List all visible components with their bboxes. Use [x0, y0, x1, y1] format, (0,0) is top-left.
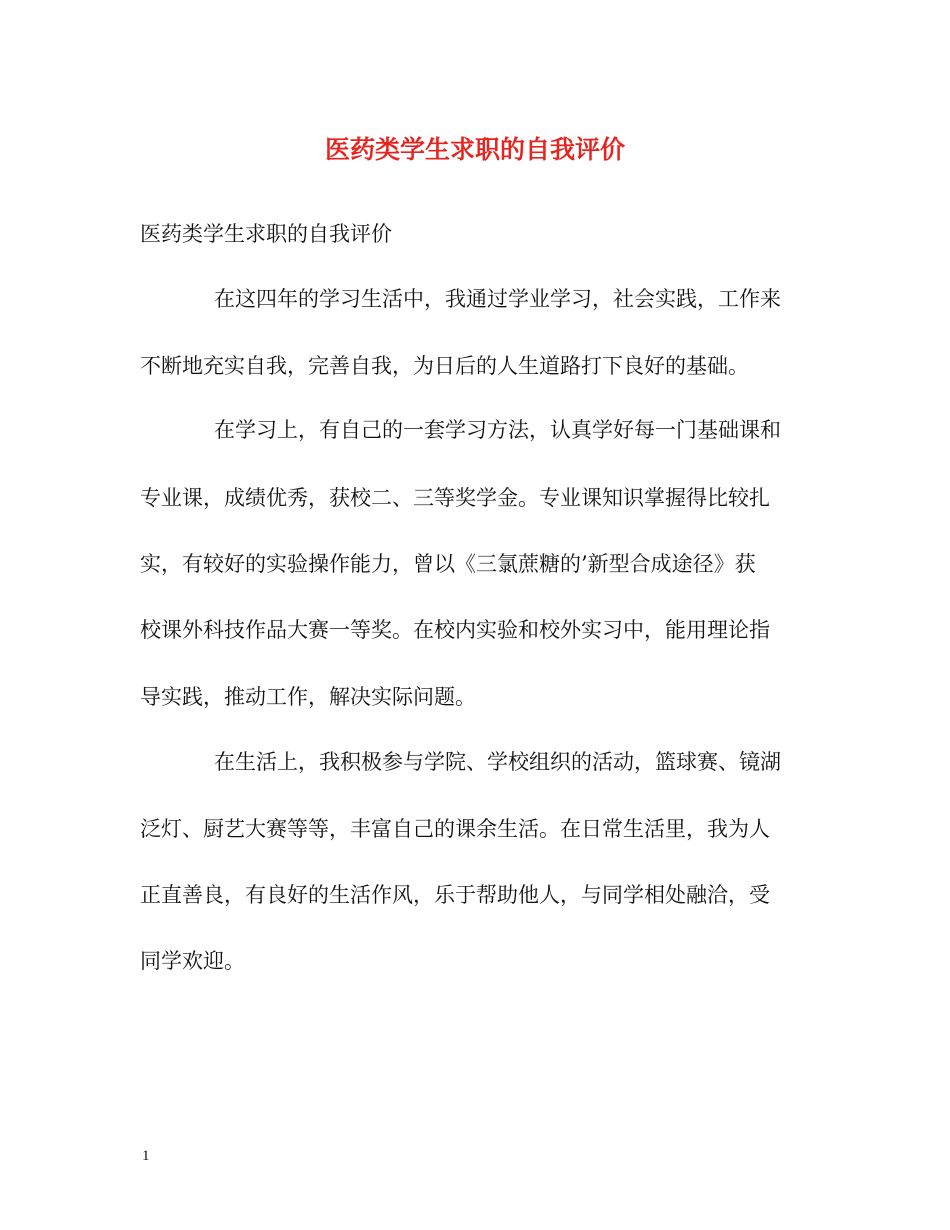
paragraph-line: 在生活上，我积极参与学院、学校组织的活动，篮球赛、镜湖: [214, 750, 781, 774]
paragraph-line: 导实践，推动工作，解决实际问题。: [140, 685, 476, 709]
paragraph-line: 实，有较好的实验操作能力，曾以《三氯蔗糖的’新型合成途径》获: [140, 552, 756, 576]
paragraph-line: 不断地充实自我，完善自我，为日后的人生道路打下良好的基础。: [140, 354, 749, 378]
document-title: 医药类学生求职的自我评价: [324, 135, 625, 164]
paragraph-line: 泛灯、厨艺大赛等等，丰富自己的课余生活。在日常生活里，我为人: [140, 817, 770, 841]
paragraph-line: 校课外科技作品大赛一等奖。在校内实验和校外实习中，能用理论指: [140, 618, 770, 642]
page-number: 1: [142, 1148, 150, 1164]
paragraph-line: 在学习上，有自己的一套学习方法，认真学好每一门基础课和: [214, 418, 781, 442]
paragraph-line: 在这四年的学习生活中，我通过学业学习，社会实践，工作来: [214, 287, 781, 311]
paragraph-line: 同学欢迎。: [140, 949, 245, 973]
paragraph-line: 正直善良，有良好的生活作风，乐于帮助他人，与同学相处融洽，受: [140, 883, 770, 907]
document-subtitle: 医药类学生求职的自我评价: [140, 222, 392, 246]
paragraph-line: 专业课，成绩优秀，获校二、三等奖学金。专业课知识掌握得比较扎: [140, 486, 770, 510]
